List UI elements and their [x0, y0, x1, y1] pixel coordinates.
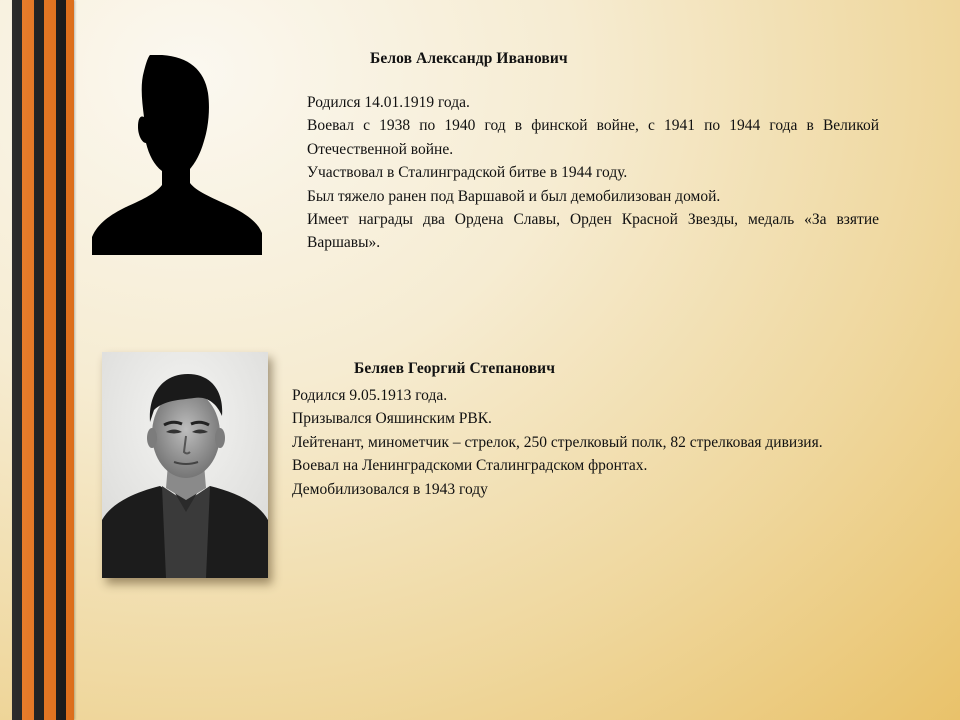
- person2-bio: [292, 384, 872, 501]
- bio-line: Демобилизовался в 1943 году: [292, 480, 488, 498]
- person1-bio: [307, 91, 879, 255]
- bio-line: Участвовал в Сталинградской битве в 1944 году.: [307, 164, 628, 182]
- bio-line: Лейтенант, минометчик – стрелок, 250 стрелковый полк, 82 стрелковая дивизия.: [292, 433, 823, 451]
- bio-line: Воевал на Ленинградскоми Сталинградском фронтах.: [292, 457, 648, 475]
- person2-name: Беляев Георгий Степанович: [354, 360, 556, 377]
- silhouette-image: [92, 55, 262, 255]
- bio-line: Был тяжело ранен под Варшавой и был демобилизован домой.: [307, 187, 721, 205]
- person1-name: Белов Александр Иванович: [370, 50, 568, 67]
- st-george-ribbon: [12, 0, 74, 720]
- bio-line: Воевал с 1938 по 1940 год в финской войне, с 1941 по 1944 года в Великой Отечественной войне.: [307, 117, 879, 158]
- bio-line: Имеет награды два Ордена Славы, Орден Красной Звезды, медаль «За взятие Варшавы».: [307, 211, 879, 252]
- bio-line: Родился 9.05.1913 года.: [292, 387, 448, 404]
- bio-line: Родился 14.01.1919 года.: [307, 94, 470, 111]
- bio-line: Призывался Ояшинским РВК.: [292, 410, 492, 428]
- portrait-photo: [102, 352, 268, 578]
